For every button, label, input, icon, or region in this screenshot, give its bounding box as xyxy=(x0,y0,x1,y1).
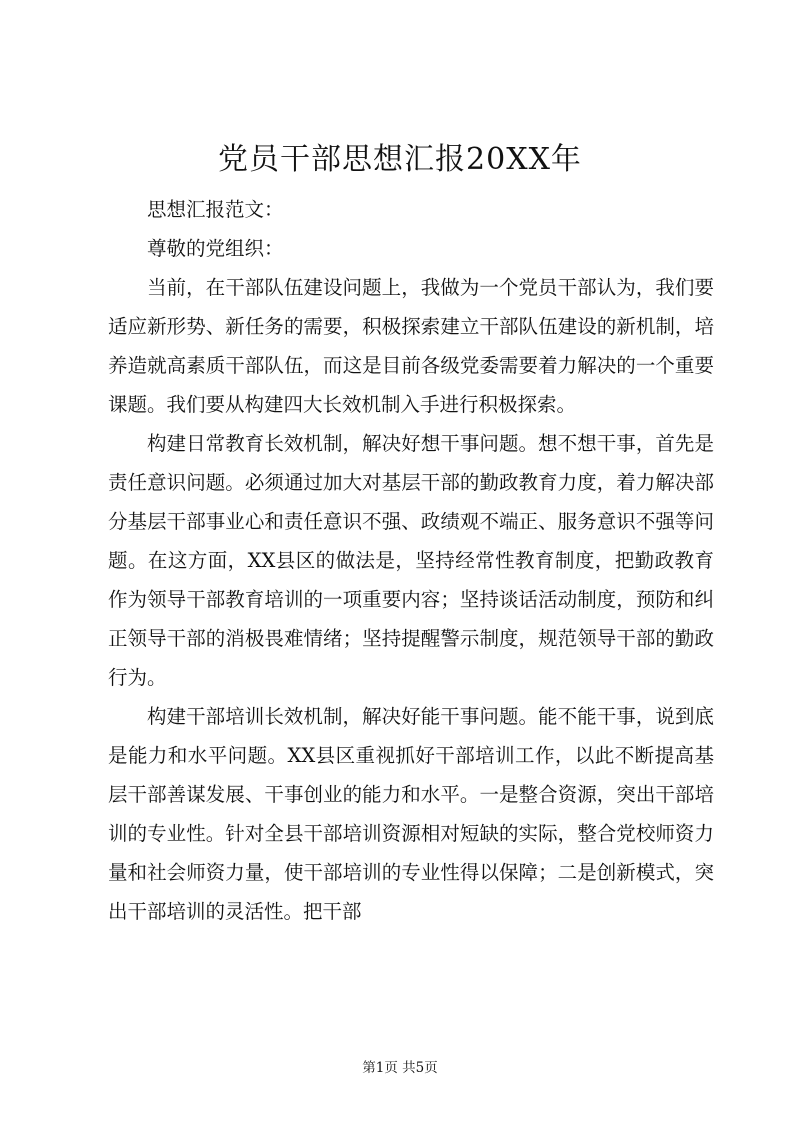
paragraph-greeting: 尊敬的党组织： xyxy=(147,237,284,260)
paragraph-education-mechanism: 构建日常教育长效机制，解决好想干事问题。想不想干事，首先是责任意识问题。必须通过加大对基层干部的勤政教育力度，着力解决部分基层干部事业心和责任意识不强、政绩观不端正、服务意识不强等问题。在这方面，XX县区的做法是，坚持经常性教育制度，把勤政教育作为领导干部教育培训的一项重要内容；坚持谈话活动制度，预防和纠正领导干部的消极畏难情绪；坚持提醒警示制度，规范领导干部的勤政行为。 xyxy=(108,432,714,689)
document-title: 党员干部思想汇报20XX年 xyxy=(218,142,582,177)
document-body xyxy=(108,190,714,931)
page-footer: 第1页 共5页 xyxy=(362,1060,438,1076)
paragraph-intro: 当前，在干部队伍建设问题上，我做为一个党员干部认为，我们要适应新形势、新任务的需要，积极探索建立干部队伍建设的新机制，培养造就高素质干部队伍，而这是目前各级党委需要着力解决的一个重要课题。我们要从构建四大长效机制入手进行积极探索。 xyxy=(108,276,714,416)
paragraph-training-mechanism: 构建干部培训长效机制，解决好能干事问题。能不能干事，说到底是能力和水平问题。XX县区重视抓好干部培训工作，以此不断提高基层干部善谋发展、干事创业的能力和水平。一是整合资源，突出干部培训的专业性。针对全县干部培训资源相对短缺的实际，整合党校师资力量和社会师资力量，使干部培训的专业性得以保障；二是创新模式，突出干部培训的灵活性。把干部 xyxy=(108,705,714,923)
paragraph-salutation-type: 思想汇报范文： xyxy=(147,198,284,221)
